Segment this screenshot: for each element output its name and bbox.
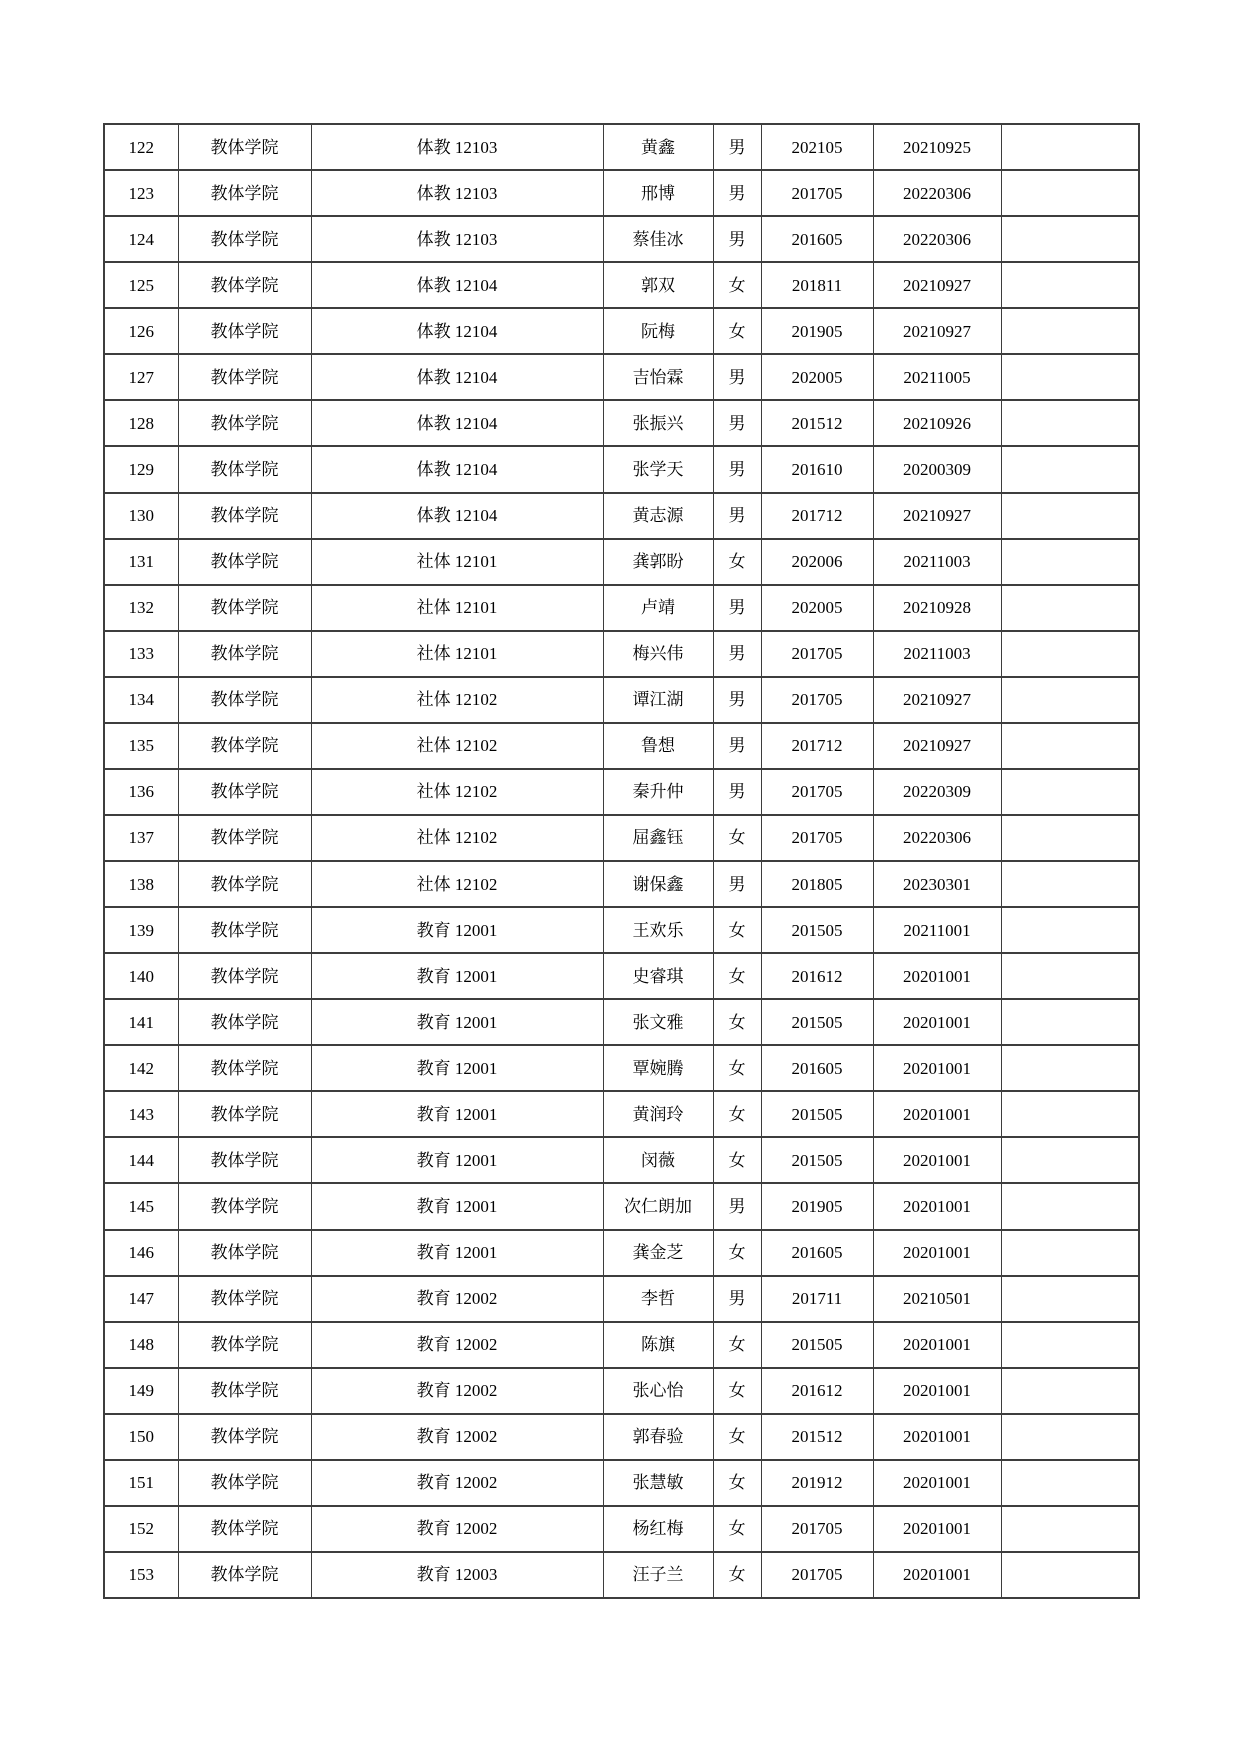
cell-college: 教体学院 — [178, 953, 311, 999]
cell-college: 教体学院 — [178, 354, 311, 400]
cell-empty — [1001, 1045, 1139, 1091]
cell-name: 黄润玲 — [603, 1091, 713, 1137]
cell-empty — [1001, 1276, 1139, 1322]
cell-grade-code: 201805 — [761, 861, 873, 907]
cell-date: 20211003 — [873, 539, 1001, 585]
cell-date: 20201001 — [873, 1045, 1001, 1091]
cell-grade-code: 201705 — [761, 769, 873, 815]
cell-name: 王欢乐 — [603, 907, 713, 953]
cell-grade-code: 201705 — [761, 631, 873, 677]
cell-grade-code: 201505 — [761, 1091, 873, 1137]
table-row — [104, 1414, 1139, 1460]
cell-empty — [1001, 953, 1139, 999]
cell-date: 20201001 — [873, 1091, 1001, 1137]
cell-gender: 男 — [713, 493, 761, 539]
cell-grade-code: 201905 — [761, 308, 873, 354]
cell-empty — [1001, 1460, 1139, 1506]
table-row — [104, 400, 1139, 446]
cell-row-number: 126 — [104, 308, 178, 354]
cell-date: 20201001 — [873, 1506, 1001, 1552]
cell-empty — [1001, 999, 1139, 1045]
cell-name: 陈旗 — [603, 1322, 713, 1368]
table-row — [104, 1045, 1139, 1091]
cell-college: 教体学院 — [178, 262, 311, 308]
cell-college: 教体学院 — [178, 1552, 311, 1598]
cell-college: 教体学院 — [178, 216, 311, 262]
table-row — [104, 1276, 1139, 1322]
cell-empty — [1001, 1506, 1139, 1552]
cell-empty — [1001, 861, 1139, 907]
cell-grade-code: 201505 — [761, 1137, 873, 1183]
table-row — [104, 1091, 1139, 1137]
cell-empty — [1001, 1322, 1139, 1368]
table-row — [104, 539, 1139, 585]
cell-date: 20211003 — [873, 631, 1001, 677]
cell-name: 张慧敏 — [603, 1460, 713, 1506]
cell-row-number: 135 — [104, 723, 178, 769]
cell-grade-code: 202005 — [761, 585, 873, 631]
cell-grade-code: 201612 — [761, 1368, 873, 1414]
table-row — [104, 262, 1139, 308]
cell-college: 教体学院 — [178, 631, 311, 677]
cell-gender: 女 — [713, 953, 761, 999]
table-row — [104, 1460, 1139, 1506]
cell-empty — [1001, 262, 1139, 308]
cell-date: 20211001 — [873, 907, 1001, 953]
cell-grade-code: 201505 — [761, 999, 873, 1045]
cell-gender: 男 — [713, 1276, 761, 1322]
cell-grade-code: 202006 — [761, 539, 873, 585]
cell-date: 20220309 — [873, 769, 1001, 815]
cell-date: 20210925 — [873, 124, 1001, 170]
cell-grade-code: 201712 — [761, 493, 873, 539]
cell-gender: 女 — [713, 1460, 761, 1506]
cell-grade-code: 201512 — [761, 400, 873, 446]
cell-name: 闵薇 — [603, 1137, 713, 1183]
cell-row-number: 131 — [104, 539, 178, 585]
cell-name: 蔡佳冰 — [603, 216, 713, 262]
cell-college: 教体学院 — [178, 1230, 311, 1276]
cell-gender: 男 — [713, 677, 761, 723]
cell-date: 20210927 — [873, 262, 1001, 308]
cell-gender: 女 — [713, 999, 761, 1045]
cell-date: 20230301 — [873, 861, 1001, 907]
cell-name: 覃婉腾 — [603, 1045, 713, 1091]
cell-row-number: 143 — [104, 1091, 178, 1137]
cell-gender: 女 — [713, 1414, 761, 1460]
cell-grade-code: 201610 — [761, 446, 873, 492]
cell-row-number: 151 — [104, 1460, 178, 1506]
cell-empty — [1001, 677, 1139, 723]
cell-empty — [1001, 815, 1139, 861]
cell-row-number: 147 — [104, 1276, 178, 1322]
cell-gender: 男 — [713, 861, 761, 907]
cell-empty — [1001, 1414, 1139, 1460]
cell-grade-code: 201912 — [761, 1460, 873, 1506]
cell-class: 教育 12002 — [311, 1276, 603, 1322]
cell-college: 教体学院 — [178, 1276, 311, 1322]
cell-class: 教育 12001 — [311, 1137, 603, 1183]
cell-college: 教体学院 — [178, 400, 311, 446]
table-row — [104, 907, 1139, 953]
cell-gender: 女 — [713, 1506, 761, 1552]
cell-college: 教体学院 — [178, 861, 311, 907]
table-row — [104, 723, 1139, 769]
cell-name: 秦升仲 — [603, 769, 713, 815]
cell-gender: 女 — [713, 1137, 761, 1183]
cell-date: 20210928 — [873, 585, 1001, 631]
cell-row-number: 136 — [104, 769, 178, 815]
cell-class: 教育 12001 — [311, 907, 603, 953]
cell-class: 教育 12002 — [311, 1460, 603, 1506]
table-row — [104, 1368, 1139, 1414]
cell-name: 张文雅 — [603, 999, 713, 1045]
cell-row-number: 140 — [104, 953, 178, 999]
cell-row-number: 153 — [104, 1552, 178, 1598]
cell-empty — [1001, 1137, 1139, 1183]
cell-date: 20220306 — [873, 216, 1001, 262]
cell-gender: 女 — [713, 907, 761, 953]
cell-date: 20201001 — [873, 1552, 1001, 1598]
cell-empty — [1001, 1552, 1139, 1598]
cell-grade-code: 201712 — [761, 723, 873, 769]
roster-body — [104, 124, 1139, 1598]
cell-empty — [1001, 400, 1139, 446]
cell-class: 社体 12101 — [311, 539, 603, 585]
cell-gender: 女 — [713, 815, 761, 861]
cell-date: 20210927 — [873, 308, 1001, 354]
cell-gender: 男 — [713, 354, 761, 400]
table-row — [104, 815, 1139, 861]
cell-date: 20201001 — [873, 999, 1001, 1045]
cell-gender: 男 — [713, 446, 761, 492]
cell-name: 张学天 — [603, 446, 713, 492]
cell-date: 20210927 — [873, 493, 1001, 539]
cell-college: 教体学院 — [178, 1460, 311, 1506]
cell-gender: 女 — [713, 262, 761, 308]
cell-grade-code: 201905 — [761, 1183, 873, 1229]
cell-gender: 女 — [713, 1552, 761, 1598]
cell-class: 社体 12102 — [311, 769, 603, 815]
cell-empty — [1001, 216, 1139, 262]
cell-empty — [1001, 493, 1139, 539]
cell-grade-code: 201605 — [761, 1045, 873, 1091]
cell-row-number: 148 — [104, 1322, 178, 1368]
cell-row-number: 150 — [104, 1414, 178, 1460]
cell-gender: 女 — [713, 539, 761, 585]
table-row — [104, 493, 1139, 539]
cell-gender: 男 — [713, 170, 761, 216]
cell-name: 屈鑫钰 — [603, 815, 713, 861]
cell-class: 体教 12104 — [311, 493, 603, 539]
cell-empty — [1001, 170, 1139, 216]
cell-gender: 男 — [713, 124, 761, 170]
cell-class: 教育 12001 — [311, 1091, 603, 1137]
cell-grade-code: 201711 — [761, 1276, 873, 1322]
cell-gender: 女 — [713, 1230, 761, 1276]
cell-date: 20201001 — [873, 1414, 1001, 1460]
table-row — [104, 1137, 1139, 1183]
cell-college: 教体学院 — [178, 907, 311, 953]
cell-grade-code: 201512 — [761, 1414, 873, 1460]
table-row — [104, 769, 1139, 815]
cell-empty — [1001, 907, 1139, 953]
table-row — [104, 1506, 1139, 1552]
cell-college: 教体学院 — [178, 124, 311, 170]
cell-row-number: 123 — [104, 170, 178, 216]
cell-class: 体教 12104 — [311, 446, 603, 492]
cell-empty — [1001, 1183, 1139, 1229]
cell-gender: 男 — [713, 216, 761, 262]
cell-college: 教体学院 — [178, 446, 311, 492]
cell-name: 汪子兰 — [603, 1552, 713, 1598]
cell-name: 次仁朗加 — [603, 1183, 713, 1229]
cell-row-number: 127 — [104, 354, 178, 400]
cell-grade-code: 201705 — [761, 815, 873, 861]
table-row — [104, 953, 1139, 999]
cell-empty — [1001, 585, 1139, 631]
cell-name: 郭双 — [603, 262, 713, 308]
table-row — [104, 1183, 1139, 1229]
cell-grade-code: 201505 — [761, 907, 873, 953]
cell-gender: 男 — [713, 769, 761, 815]
cell-date: 20201001 — [873, 1460, 1001, 1506]
cell-college: 教体学院 — [178, 1368, 311, 1414]
cell-date: 20211005 — [873, 354, 1001, 400]
table-row — [104, 124, 1139, 170]
cell-grade-code: 201605 — [761, 216, 873, 262]
cell-date: 20210926 — [873, 400, 1001, 446]
table-row — [104, 446, 1139, 492]
cell-class: 社体 12102 — [311, 677, 603, 723]
cell-name: 杨红梅 — [603, 1506, 713, 1552]
table-row — [104, 999, 1139, 1045]
cell-class: 体教 12103 — [311, 124, 603, 170]
cell-class: 教育 12001 — [311, 953, 603, 999]
cell-college: 教体学院 — [178, 1091, 311, 1137]
cell-college: 教体学院 — [178, 1506, 311, 1552]
table-row — [104, 354, 1139, 400]
cell-date: 20210927 — [873, 723, 1001, 769]
cell-class: 社体 12101 — [311, 631, 603, 677]
cell-class: 教育 12002 — [311, 1506, 603, 1552]
cell-gender: 女 — [713, 1368, 761, 1414]
cell-college: 教体学院 — [178, 170, 311, 216]
table-row — [104, 308, 1139, 354]
cell-class: 教育 12002 — [311, 1414, 603, 1460]
cell-college: 教体学院 — [178, 723, 311, 769]
table-row — [104, 585, 1139, 631]
cell-name: 龚金芝 — [603, 1230, 713, 1276]
cell-date: 20201001 — [873, 1368, 1001, 1414]
cell-gender: 女 — [713, 308, 761, 354]
cell-empty — [1001, 446, 1139, 492]
cell-college: 教体学院 — [178, 815, 311, 861]
cell-grade-code: 201705 — [761, 1506, 873, 1552]
cell-name: 黄鑫 — [603, 124, 713, 170]
cell-empty — [1001, 1230, 1139, 1276]
cell-grade-code: 201705 — [761, 170, 873, 216]
cell-grade-code: 201605 — [761, 1230, 873, 1276]
cell-college: 教体学院 — [178, 493, 311, 539]
cell-name: 李哲 — [603, 1276, 713, 1322]
table-row — [104, 1230, 1139, 1276]
cell-row-number: 125 — [104, 262, 178, 308]
cell-grade-code: 201811 — [761, 262, 873, 308]
cell-gender: 男 — [713, 723, 761, 769]
cell-class: 体教 12103 — [311, 216, 603, 262]
cell-grade-code: 201612 — [761, 953, 873, 999]
cell-empty — [1001, 1368, 1139, 1414]
cell-gender: 男 — [713, 585, 761, 631]
cell-row-number: 144 — [104, 1137, 178, 1183]
cell-empty — [1001, 308, 1139, 354]
cell-date: 20201001 — [873, 1137, 1001, 1183]
cell-name: 张振兴 — [603, 400, 713, 446]
cell-row-number: 137 — [104, 815, 178, 861]
cell-name: 郭春验 — [603, 1414, 713, 1460]
cell-college: 教体学院 — [178, 308, 311, 354]
cell-gender: 女 — [713, 1045, 761, 1091]
cell-row-number: 145 — [104, 1183, 178, 1229]
cell-college: 教体学院 — [178, 677, 311, 723]
cell-grade-code: 202105 — [761, 124, 873, 170]
cell-college: 教体学院 — [178, 999, 311, 1045]
cell-row-number: 149 — [104, 1368, 178, 1414]
cell-name: 卢靖 — [603, 585, 713, 631]
cell-college: 教体学院 — [178, 769, 311, 815]
cell-row-number: 132 — [104, 585, 178, 631]
cell-college: 教体学院 — [178, 1322, 311, 1368]
cell-gender: 女 — [713, 1091, 761, 1137]
cell-class: 体教 12104 — [311, 308, 603, 354]
cell-date: 20200309 — [873, 446, 1001, 492]
cell-row-number: 146 — [104, 1230, 178, 1276]
cell-college: 教体学院 — [178, 539, 311, 585]
cell-name: 黄志源 — [603, 493, 713, 539]
cell-name: 谢保鑫 — [603, 861, 713, 907]
cell-college: 教体学院 — [178, 1414, 311, 1460]
cell-class: 教育 12003 — [311, 1552, 603, 1598]
cell-date: 20201001 — [873, 953, 1001, 999]
cell-class: 教育 12001 — [311, 1045, 603, 1091]
cell-row-number: 124 — [104, 216, 178, 262]
table-row — [104, 861, 1139, 907]
cell-gender: 男 — [713, 631, 761, 677]
cell-row-number: 133 — [104, 631, 178, 677]
cell-class: 教育 12001 — [311, 999, 603, 1045]
cell-name: 阮梅 — [603, 308, 713, 354]
cell-grade-code: 201705 — [761, 677, 873, 723]
cell-name: 张心怡 — [603, 1368, 713, 1414]
cell-date: 20220306 — [873, 815, 1001, 861]
cell-row-number: 122 — [104, 124, 178, 170]
cell-gender: 男 — [713, 400, 761, 446]
cell-grade-code: 201705 — [761, 1552, 873, 1598]
cell-name: 史睿琪 — [603, 953, 713, 999]
cell-grade-code: 201505 — [761, 1322, 873, 1368]
cell-name: 吉怡霖 — [603, 354, 713, 400]
cell-class: 体教 12104 — [311, 262, 603, 308]
cell-date: 20201001 — [873, 1183, 1001, 1229]
table-row — [104, 1552, 1139, 1598]
cell-college: 教体学院 — [178, 1045, 311, 1091]
cell-empty — [1001, 723, 1139, 769]
table-row — [104, 631, 1139, 677]
cell-empty — [1001, 354, 1139, 400]
cell-row-number: 134 — [104, 677, 178, 723]
table-row — [104, 1322, 1139, 1368]
cell-class: 教育 12001 — [311, 1183, 603, 1229]
cell-row-number: 130 — [104, 493, 178, 539]
cell-name: 梅兴伟 — [603, 631, 713, 677]
cell-row-number: 128 — [104, 400, 178, 446]
cell-row-number: 129 — [104, 446, 178, 492]
cell-date: 20201001 — [873, 1322, 1001, 1368]
table-row — [104, 170, 1139, 216]
cell-date: 20210501 — [873, 1276, 1001, 1322]
table-row — [104, 677, 1139, 723]
cell-class: 社体 12102 — [311, 815, 603, 861]
student-roster-table — [103, 123, 1140, 1599]
cell-name: 龚郭盼 — [603, 539, 713, 585]
cell-class: 教育 12001 — [311, 1230, 603, 1276]
cell-empty — [1001, 631, 1139, 677]
cell-college: 教体学院 — [178, 1183, 311, 1229]
cell-class: 社体 12102 — [311, 723, 603, 769]
cell-row-number: 139 — [104, 907, 178, 953]
cell-college: 教体学院 — [178, 585, 311, 631]
cell-date: 20201001 — [873, 1230, 1001, 1276]
cell-empty — [1001, 769, 1139, 815]
cell-row-number: 141 — [104, 999, 178, 1045]
cell-class: 社体 12102 — [311, 861, 603, 907]
cell-empty — [1001, 539, 1139, 585]
cell-class: 体教 12103 — [311, 170, 603, 216]
cell-row-number: 138 — [104, 861, 178, 907]
cell-class: 体教 12104 — [311, 354, 603, 400]
cell-date: 20220306 — [873, 170, 1001, 216]
cell-gender: 女 — [713, 1322, 761, 1368]
cell-class: 体教 12104 — [311, 400, 603, 446]
cell-class: 教育 12002 — [311, 1368, 603, 1414]
cell-college: 教体学院 — [178, 1137, 311, 1183]
cell-name: 谭江湖 — [603, 677, 713, 723]
cell-name: 邢博 — [603, 170, 713, 216]
cell-row-number: 152 — [104, 1506, 178, 1552]
cell-class: 社体 12101 — [311, 585, 603, 631]
cell-date: 20210927 — [873, 677, 1001, 723]
cell-name: 鲁想 — [603, 723, 713, 769]
cell-empty — [1001, 1091, 1139, 1137]
cell-empty — [1001, 124, 1139, 170]
table-row — [104, 216, 1139, 262]
cell-grade-code: 202005 — [761, 354, 873, 400]
cell-gender: 男 — [713, 1183, 761, 1229]
cell-class: 教育 12002 — [311, 1322, 603, 1368]
cell-row-number: 142 — [104, 1045, 178, 1091]
